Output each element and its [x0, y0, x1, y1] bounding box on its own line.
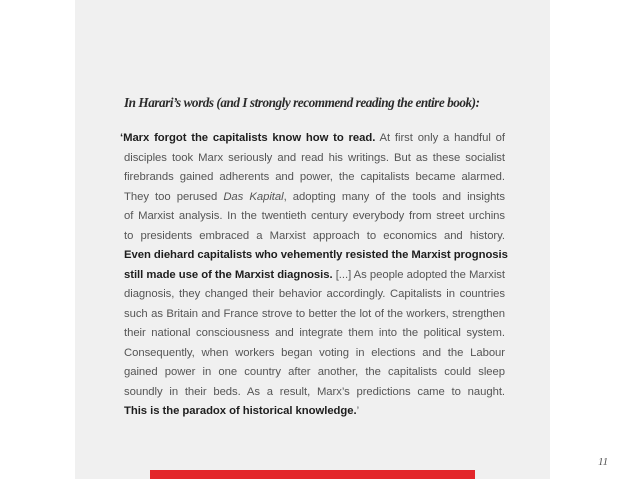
quote-block [120, 129, 508, 422]
quote-line: soundly in their beds. As a result, Marx’s predictions came to naught. [124, 385, 505, 398]
quote-line [120, 188, 505, 208]
page-number: 11 [598, 456, 609, 468]
quote-text: , adopting many of the tools and insights [283, 190, 505, 203]
quote-line: disciples took Marx seriously and read his writings. But as these socialist [124, 151, 505, 164]
quote-emphasis: still made use of the Marxist diagnosis. [124, 268, 333, 281]
quote-line: of Marxist analysis. In the twentieth century everybody from street urchins [124, 210, 505, 222]
quote-emphasis: ‘Marx forgot the capitalists know how to read. [120, 132, 376, 144]
quote-line: diagnosis, they changed their behavior accordingly. Capitalists in countries [124, 288, 505, 300]
quote-text: At first only a handful of [375, 132, 505, 144]
quote-line [120, 129, 505, 149]
quote-line: their national consciousness and integrate them into the political system. [124, 327, 505, 339]
quote-line: gained power in one country after another, the capitalists could sleep [124, 366, 505, 378]
quote-line: to presidents embraced a Marxist approach to economics and history. [124, 229, 505, 242]
quote-text: ’ [356, 405, 360, 417]
book-title: Das Kapital [223, 190, 284, 203]
quote-text: They too perused [124, 190, 224, 203]
quote-text: [...] As people adopted the Marxist [332, 268, 505, 281]
section-heading: In Harari’s words (and I strongly recommend reading the entire book): [124, 95, 480, 110]
quote-line: firebrands gained adherents and power, the capitalists became alarmed. [124, 171, 505, 183]
quote-line: Consequently, when workers began voting in elections and the Labour [124, 346, 505, 359]
quote-line [120, 266, 505, 286]
quote-emphasis: This is the paradox of historical knowledge. [124, 405, 357, 417]
quote-emphasis-line: Even diehard capitalists who vehemently resisted the Marxist prognosis [124, 249, 508, 261]
accent-bar [150, 470, 475, 479]
quote-line [120, 402, 505, 422]
quote-line: such as Britain and France strove to better the lot of the workers, strengthen [124, 307, 505, 320]
